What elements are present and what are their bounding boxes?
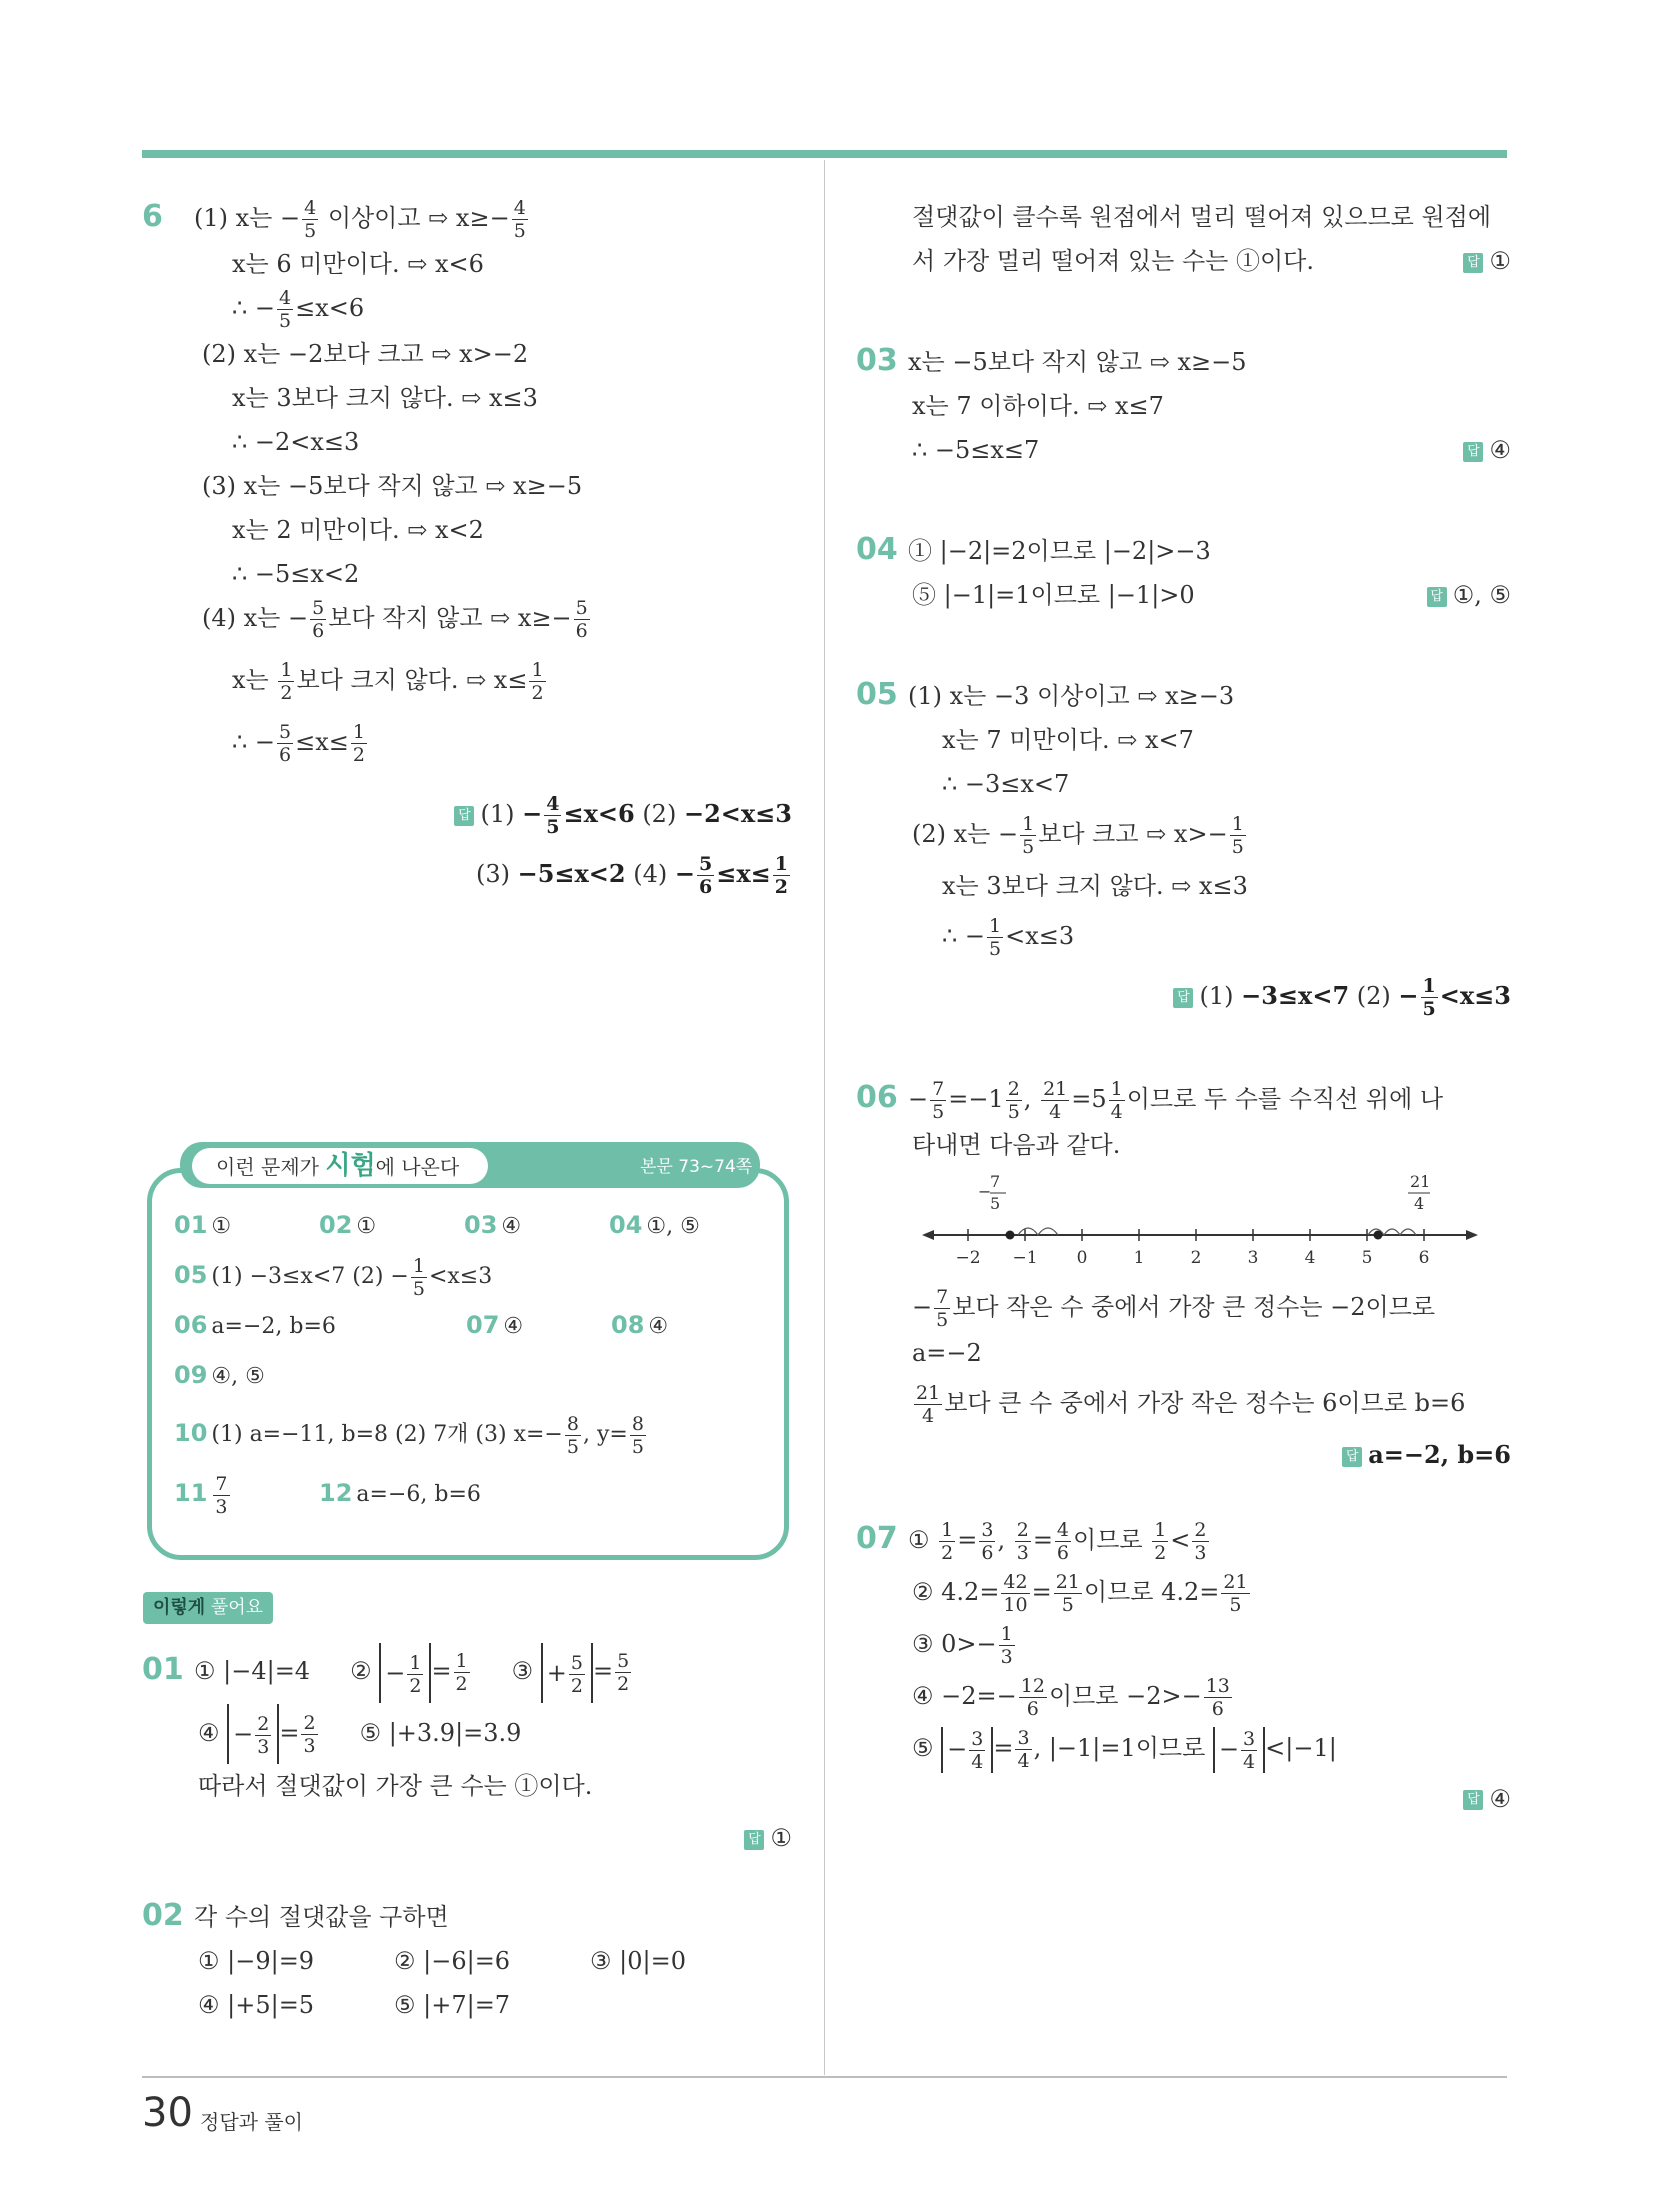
fraction: $\frac{4}{6}$ <box>1056 1519 1070 1564</box>
s05-line3: ∴ −3≤x<7 <box>942 770 1070 798</box>
fraction: $\frac{7}{3}$ <box>215 1472 228 1518</box>
fraction: $\frac{3}{4}$ <box>1243 1727 1256 1773</box>
s07-answer: 답 ④ <box>856 1777 1511 1821</box>
solution-number-07: 07 <box>856 1521 898 1556</box>
fraction: $\frac{5}{6}$ <box>279 721 292 766</box>
c02-line1: 절댓값이 클수록 원점에서 멀리 떨어져 있으므로 원점에 <box>912 203 1492 231</box>
fraction: $\frac{2}{3}$ <box>1016 1519 1029 1564</box>
nl-label-1-sign: − <box>978 1182 992 1201</box>
footer-label: 정답과 풀이 <box>200 2110 303 2134</box>
answer-icon: 답 <box>1463 253 1483 273</box>
s06-line2: 타내면 다음과 같다. <box>912 1131 1121 1159</box>
s01-answer: 답 ① <box>142 1816 792 1860</box>
number-line-diagram <box>920 1175 1480 1275</box>
p6-line7: (3) x는 −5보다 작지 않고 ⇨ x≥−5 <box>202 472 583 500</box>
nl-tick-label: 5 <box>1361 1248 1373 1268</box>
fraction: $\frac{2}{5}$ <box>1007 1078 1020 1123</box>
fraction: $\frac{1}{5}$ <box>1231 813 1244 858</box>
fraction: $\frac{3}{4}$ <box>1017 1727 1030 1772</box>
exam-answer-06: 06 a=−2, b=6 <box>174 1311 336 1339</box>
fraction: $\frac{1}{2}$ <box>774 853 788 898</box>
exam-row-6 <box>174 1468 774 1518</box>
exam-row-5: 10 (1) a=−11, b=8 (2) 7개 (3) x=− $\frac{8}{5}$ , y= $\frac{8}{5}$ <box>174 1412 644 1458</box>
answer-icon: 답 <box>1342 1447 1362 1467</box>
s06-line3: − $\frac{7}{5}$ 보다 작은 수 중에서 가장 큰 정수는 −2이므로 <box>912 1286 1436 1331</box>
fraction: $\frac{5}{6}$ <box>575 597 588 642</box>
p6-line3: ∴ − $\frac{4}{5}$ ≤x<6 <box>232 287 365 332</box>
point-21-over-4 <box>1374 1231 1383 1240</box>
solution-number-04: 04 <box>856 532 898 567</box>
nl-label-1-num: 7 <box>990 1175 1001 1191</box>
fraction: $\frac{5}{6}$ <box>699 853 713 898</box>
fraction: $\frac{1}{2}$ <box>941 1519 954 1564</box>
s01-line2: ④ − $\frac{2}{3}$ = $\frac{2}{3}$ ⑤ |+3.9|=3.9 <box>142 1703 792 1765</box>
answer-icon: 답 <box>1463 442 1483 462</box>
s02-line3: ④ |+5|=5 ⑤ |+7|=7 <box>198 1991 511 2019</box>
p6-line8: x는 2 미만이다. ⇨ x<2 <box>232 516 484 544</box>
exam-answer-01: 01 ① <box>174 1211 232 1239</box>
nl-tick-label: −2 <box>955 1248 981 1268</box>
nl-tick-label: 2 <box>1190 1248 1202 1268</box>
s01-line3: 따라서 절댓값이 가장 큰 수는 ①이다. <box>198 1772 593 1800</box>
exam-answer-02: 02 ① <box>319 1211 377 1239</box>
fraction: $\frac{5}{2}$ <box>617 1650 630 1695</box>
fraction: $\frac{1}{5}$ <box>412 1254 425 1300</box>
exam-answer-12: 12 a=−6, b=6 <box>319 1479 481 1507</box>
absolute-value: + $\frac{5}{2}$ <box>541 1643 593 1703</box>
absolute-value: − $\frac{3}{4}$ <box>941 1727 993 1773</box>
s05-answer: 답 (1) −3≤x<7 (2) − $\frac{1}{5}$ <x≤3 <box>856 974 1511 1020</box>
fraction: $\frac{12}{6}$ <box>1020 1675 1045 1720</box>
exam-box-title: 이런 문제가 시험에 나온다 <box>192 1148 488 1184</box>
p6-line2: x는 6 미만이다. ⇨ x<6 <box>232 250 484 278</box>
s02-line2: ① |−9|=9 ② |−6|=6 ③ |0|=0 <box>198 1947 686 1975</box>
absolute-value: − $\frac{1}{2}$ <box>379 1643 431 1703</box>
point-minus-7-over-5 <box>1006 1231 1015 1240</box>
right-column <box>856 195 1511 1821</box>
fraction: $\frac{3}{4}$ <box>971 1727 984 1773</box>
p6-line4: (2) x는 −2보다 크고 ⇨ x>−2 <box>202 340 529 368</box>
s07-line5: ⑤ − $\frac{3}{4}$ = $\frac{3}{4}$ , |−1|=1이므로 − $\frac{3}{4}$ <|−1| <box>912 1727 1337 1773</box>
nl-label-2-den: 4 <box>1414 1194 1425 1213</box>
fraction: $\frac{4}{5}$ <box>304 197 317 242</box>
absolute-value: − $\frac{3}{4}$ <box>1213 1727 1265 1773</box>
p6-line6: ∴ −2<x≤3 <box>232 428 360 456</box>
s05-line5: x는 3보다 크지 않다. ⇨ x≤3 <box>942 872 1248 900</box>
s03-line3: ∴ −5≤x≤7 답 ④ <box>912 436 1511 464</box>
fraction: $\frac{1}{5}$ <box>989 915 1002 960</box>
fraction: $\frac{2}{3}$ <box>257 1713 270 1758</box>
c02-line2: 서 가장 멀리 떨어져 있는 수는 ①이다. 답 ① <box>912 247 1511 275</box>
fraction: $\frac{1}{5}$ <box>1022 813 1035 858</box>
fraction: $\frac{1}{5}$ <box>1422 975 1436 1020</box>
fraction: $\frac{2}{3}$ <box>303 1711 316 1757</box>
fraction: $\frac{1}{2}$ <box>1154 1519 1167 1564</box>
fraction: $\frac{7}{5}$ <box>932 1078 945 1123</box>
s06-line5: $\frac{21}{4}$ 보다 큰 수 중에서 가장 작은 정수는 6이므로 b=6 <box>916 1382 1466 1427</box>
answer-icon: 답 <box>1427 587 1447 607</box>
answer-icon: 답 <box>1463 1790 1483 1810</box>
exam-row-2: 05 (1) −3≤x<7 (2) − $\frac{1}{5}$ <x≤3 <box>174 1254 493 1300</box>
left-column <box>142 195 792 898</box>
fraction: $\frac{1}{4}$ <box>1110 1078 1123 1123</box>
column-divider <box>824 160 825 2075</box>
exam-page-ref: 본문 73~74쪽 <box>640 1157 753 1177</box>
p6-line10: (4) x는 − $\frac{5}{6}$ 보다 작지 않고 ⇨ x≥− $\frac{5}{6}$ <box>202 597 588 642</box>
s06-line4: a=−2 <box>912 1339 982 1367</box>
fraction: $\frac{8}{5}$ <box>631 1412 644 1458</box>
p6-line11: x는 $\frac{1}{2}$ 보다 크지 않다. ⇨ x≤ $\frac{1}{2}$ <box>232 659 544 704</box>
fraction: $\frac{7}{5}$ <box>936 1286 949 1331</box>
fraction: $\frac{1}{2}$ <box>531 659 544 704</box>
s07-line3: ③ 0>− $\frac{1}{3}$ <box>912 1623 1013 1668</box>
p6-line9: ∴ −5≤x<2 <box>232 560 360 588</box>
solution-number-03: 03 <box>856 343 898 378</box>
fraction: $\frac{4}{5}$ <box>279 287 292 332</box>
nl-tick-label: 3 <box>1247 1248 1259 1268</box>
fraction: $\frac{8}{5}$ <box>566 1412 579 1458</box>
p6-line1: 6 (1) x는 − $\frac{4}{5}$ 이상이고 ⇨ x≥− $\frac{4}{5}$ <box>142 197 526 242</box>
absolute-value: − $\frac{2}{3}$ <box>227 1704 279 1764</box>
exam-answer-11: 11 $\frac{7}{3}$ <box>174 1472 228 1518</box>
page-number: 30 <box>142 2090 193 2136</box>
problem-number-6: 6 <box>142 199 163 234</box>
exam-answer-04: 04 ①, ⑤ <box>609 1211 700 1239</box>
fraction: $\frac{1}{2}$ <box>352 721 365 766</box>
exam-row-3 <box>174 1300 774 1350</box>
left-solutions <box>142 1640 792 2027</box>
fraction: $\frac{21}{4}$ <box>916 1382 941 1427</box>
exam-answer-03: 03 ④ <box>464 1211 522 1239</box>
solution-number-05: 05 <box>856 677 898 712</box>
fraction: $\frac{2}{3}$ <box>1194 1519 1207 1564</box>
solution-number-01: 01 <box>142 1652 184 1687</box>
s06-answer: 답 a=−2, b=6 <box>856 1433 1511 1477</box>
exam-answers-grid <box>174 1200 774 1518</box>
s05-line2: x는 7 미만이다. ⇨ x<7 <box>942 726 1194 754</box>
fraction: $\frac{3}{6}$ <box>981 1519 994 1564</box>
solution-section-tag: 이렇게 풀어요 <box>143 1592 273 1624</box>
s05-line4: (2) x는 − $\frac{1}{5}$ 보다 크고 ⇨ x>− $\frac{1}{5}$ <box>912 813 1244 858</box>
exam-row-1 <box>174 1200 774 1250</box>
answer-icon: 답 <box>744 1830 764 1850</box>
exam-answer-08: 08 ④ <box>611 1311 669 1339</box>
fraction: $\frac{21}{5}$ <box>1223 1571 1248 1616</box>
fraction: $\frac{1}{2}$ <box>455 1650 468 1695</box>
s03-line2: x는 7 이하이다. ⇨ x≤7 <box>912 392 1164 420</box>
nl-tick-label: −1 <box>1012 1248 1038 1268</box>
solution-number-02: 02 <box>142 1898 184 1933</box>
p6-line5: x는 3보다 크지 않다. ⇨ x≤3 <box>232 384 538 412</box>
s07-line4: ④ −2=− $\frac{12}{6}$ 이므로 −2>− $\frac{13}{6}$ <box>912 1675 1230 1720</box>
fraction: $\frac{5}{2}$ <box>570 1651 583 1697</box>
fraction: $\frac{21}{5}$ <box>1055 1571 1080 1616</box>
footer-rule <box>142 2076 1507 2078</box>
fraction: $\frac{13}{6}$ <box>1205 1675 1230 1720</box>
answer-icon: 답 <box>454 806 474 826</box>
s04-line1: 04 ① |−2|=2이므로 |−2|>−3 <box>856 528 1511 573</box>
fraction: $\frac{42}{10}$ <box>1003 1571 1028 1616</box>
fraction: $\frac{21}{4}$ <box>1043 1078 1068 1123</box>
fraction: $\frac{4}{5}$ <box>513 197 526 242</box>
nl-tick-label: 4 <box>1304 1248 1316 1268</box>
s07-line2: ② 4.2= $\frac{42}{10}$ = $\frac{21}{5}$ 이므로 4.2= $\frac{21}{5}$ <box>912 1571 1248 1616</box>
s05-line6: ∴ − $\frac{1}{5}$ <x≤3 <box>942 915 1075 960</box>
nl-tick-label: 0 <box>1076 1248 1088 1268</box>
fraction: $\frac{1}{2}$ <box>280 659 293 704</box>
solution-number-06: 06 <box>856 1080 898 1115</box>
nl-tick-label: 6 <box>1418 1248 1430 1268</box>
s01-line1: 01 ① |−4|=4 ② − $\frac{1}{2}$ = $\frac{1}{2}$ ③ + $\frac{5}{2}$ = $\frac{5}{2}$ <box>142 1640 792 1703</box>
exam-answer-07: 07 ④ <box>466 1311 524 1339</box>
s02-line1: 02 각 수의 절댓값을 구하면 <box>142 1894 792 1939</box>
fraction: $\frac{1}{3}$ <box>1000 1623 1013 1668</box>
nl-label-2-num: 21 <box>1410 1175 1431 1191</box>
fraction: $\frac{1}{2}$ <box>409 1651 422 1697</box>
p6-line12: ∴ − $\frac{5}{6}$ ≤x≤ $\frac{1}{2}$ <box>232 721 365 766</box>
answer-icon: 답 <box>1173 988 1193 1008</box>
p6-answer-line2: (3) −5≤x<2 (4) − $\frac{5}{6}$ ≤x≤ $\frac{1}{2}$ <box>475 853 788 898</box>
s06-line1: 06 − $\frac{7}{5}$ =−1 $\frac{2}{5}$ , $\frac{21}{4}$ =5 $\frac{1}{4}$ 이므로 두 수를 수직선 위에 나 <box>856 1078 1444 1123</box>
s03-line1: 03 x는 −5보다 작지 않고 ⇨ x≥−5 <box>856 339 1511 384</box>
nl-tick-label: 1 <box>1133 1248 1145 1268</box>
s05-line1: 05 (1) x는 −3 이상이고 ⇨ x≥−3 <box>856 673 1511 718</box>
s07-line1: 07 ① $\frac{1}{2}$ = $\frac{3}{6}$ , $\frac{2}{3}$ = $\frac{4}{6}$ 이므로 $\frac{1}{2}$ < $\frac{2}{3}$ <box>856 1519 1207 1564</box>
exam-row-4: 09 ④, ⑤ <box>174 1361 265 1389</box>
s04-line2: ⑤ |−1|=1이므로 |−1|>0 답 ①, ⑤ <box>912 581 1511 609</box>
fraction: $\frac{4}{5}$ <box>546 793 560 838</box>
nl-label-1-den: 5 <box>990 1194 1001 1213</box>
p6-answer-line1: 답 (1) − $\frac{4}{5}$ ≤x<6 (2) −2<x≤3 <box>142 792 792 838</box>
top-accent-bar <box>142 150 1507 158</box>
fraction: $\frac{5}{6}$ <box>312 597 325 642</box>
